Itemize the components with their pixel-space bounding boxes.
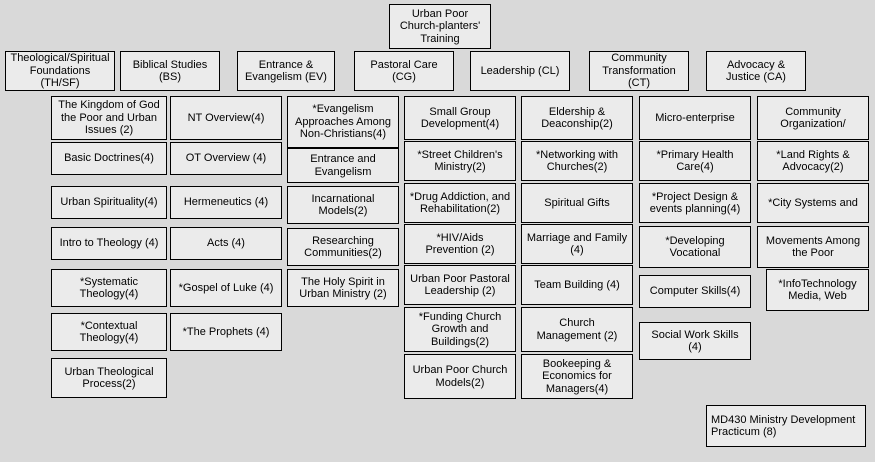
- practicum-node: [706, 405, 866, 447]
- column-head-label: Community Transformation (CT): [602, 52, 676, 90]
- root-node: [389, 4, 491, 49]
- course-node: [521, 354, 633, 399]
- course-node: [521, 265, 633, 305]
- column-head-label: Leadership (CL): [480, 64, 560, 77]
- course-label: Basic Doctrines(4): [64, 152, 154, 165]
- course-label: Entrance and Evangelism: [310, 153, 376, 178]
- course-label: Team Building (4): [534, 278, 620, 291]
- column-head-label: Pastoral Care (CG): [370, 58, 438, 83]
- course-node: [170, 96, 282, 140]
- course-node: [51, 269, 167, 307]
- course-label: Acts (4): [207, 237, 245, 250]
- course-node: [404, 183, 516, 223]
- column-head-th-sf: [5, 51, 115, 91]
- course-label: Hermeneutics (4): [183, 196, 269, 209]
- course-label: Researching Communities(2): [304, 234, 382, 259]
- course-node: [757, 226, 869, 268]
- course-node: [51, 358, 167, 398]
- column-head-label: Theological/Spiritual Foundations (TH/SF): [10, 52, 110, 90]
- column-head-label: Advocacy & Justice (CA): [726, 58, 786, 83]
- course-label: *Funding Church Growth and Buildings(2): [418, 310, 502, 348]
- course-label: Small Group Development(4): [420, 105, 500, 130]
- column-head-bs: [120, 51, 220, 91]
- course-node: [404, 307, 516, 352]
- course-label: Urban Poor Church Models(2): [412, 364, 508, 389]
- course-node: [404, 354, 516, 399]
- course-node: [404, 265, 516, 305]
- course-label: Community Organization/: [780, 105, 846, 130]
- course-label: Micro-enterprise: [655, 111, 735, 124]
- course-label: Bookeeping & Economics for Managers(4): [542, 357, 612, 395]
- course-node: [51, 96, 167, 140]
- course-label: *Gospel of Luke (4): [178, 281, 274, 294]
- column-head-ct: [589, 51, 689, 91]
- course-label: *Evangelism Approaches Among Non-Christians(4): [294, 103, 391, 141]
- course-node: [51, 313, 167, 351]
- course-node: [757, 141, 869, 181]
- course-node: [404, 141, 516, 181]
- column-head-ca: [706, 51, 806, 91]
- course-label: Incarnational Models(2): [311, 192, 375, 217]
- column-head-label: Entrance & Evangelism (EV): [245, 58, 327, 83]
- course-label: *Drug Addiction, and Rehabilitation(2): [409, 190, 511, 215]
- course-label: OT Overview (4): [185, 152, 267, 165]
- course-label: *Developing Vocational: [665, 234, 725, 259]
- course-label: *Land Rights & Advocacy(2): [776, 148, 850, 173]
- course-node: [287, 228, 399, 266]
- course-label: *The Prophets (4): [182, 325, 270, 338]
- course-label: The Kingdom of God the Poor and Urban Issues (2): [58, 99, 160, 137]
- course-node: [521, 141, 633, 181]
- course-node: [521, 224, 633, 264]
- course-label: *Contextual Theology(4): [79, 319, 139, 344]
- course-node: [404, 96, 516, 140]
- course-label: Marriage and Family (4): [526, 231, 628, 256]
- course-node: [170, 142, 282, 175]
- course-label: Movements Among the Poor: [765, 234, 861, 259]
- course-node: [170, 186, 282, 219]
- course-node: [639, 226, 751, 268]
- course-label: Church Management (2): [536, 317, 618, 342]
- course-node: [51, 186, 167, 219]
- course-node: [51, 227, 167, 260]
- course-node: [170, 313, 282, 351]
- column-head-cl: [470, 51, 570, 91]
- course-node: [170, 269, 282, 307]
- practicum-label: MD430 Ministry Development Practicum (8): [711, 413, 856, 438]
- course-node: [287, 148, 399, 183]
- column-head-ev: [237, 51, 335, 91]
- course-label: *InfoTechnology Media, Web: [778, 277, 857, 302]
- course-node: [521, 183, 633, 223]
- course-node: [170, 227, 282, 260]
- course-label: *Systematic Theology(4): [79, 275, 139, 300]
- course-label: Spiritual Gifts: [544, 196, 610, 209]
- column-head-label: Biblical Studies (BS): [132, 58, 208, 83]
- course-label: Intro to Theology (4): [59, 237, 159, 250]
- course-label: Urban Poor Pastoral Leadership (2): [410, 272, 510, 297]
- course-label: NT Overview(4): [187, 111, 265, 124]
- course-node: [404, 224, 516, 264]
- course-node: [287, 269, 399, 307]
- course-node: [639, 183, 751, 223]
- course-label: Urban Spirituality(4): [60, 196, 158, 209]
- course-node: [639, 96, 751, 140]
- course-node: [521, 96, 633, 140]
- course-label: *HIV/Aids Prevention (2): [425, 231, 495, 256]
- course-node: [757, 183, 869, 223]
- course-label: *Primary Health Care(4): [656, 148, 734, 173]
- course-label: The Holy Spirit in Urban Ministry (2): [299, 275, 387, 300]
- course-label: Computer Skills(4): [649, 285, 741, 298]
- course-node: [287, 96, 399, 148]
- course-node: [51, 142, 167, 175]
- course-node: [639, 322, 751, 360]
- column-head-cg: [354, 51, 454, 91]
- course-node: [766, 269, 869, 311]
- course-node: [757, 96, 869, 140]
- course-label: Social Work Skills (4): [651, 328, 739, 353]
- course-node: [521, 307, 633, 352]
- course-label: *Networking with Churches(2): [536, 148, 618, 173]
- root-node-label: Urban Poor Church-planters' Training: [399, 7, 481, 45]
- course-label: *Project Design & events planning(4): [649, 190, 741, 215]
- course-node: [287, 186, 399, 224]
- course-label: *Street Children's Ministry(2): [417, 148, 503, 173]
- course-node: [639, 275, 751, 308]
- course-label: *City Systems and: [768, 196, 858, 209]
- course-node: [639, 141, 751, 181]
- course-label: Urban Theological Process(2): [64, 365, 154, 390]
- course-label: Eldership & Deaconship(2): [541, 105, 613, 130]
